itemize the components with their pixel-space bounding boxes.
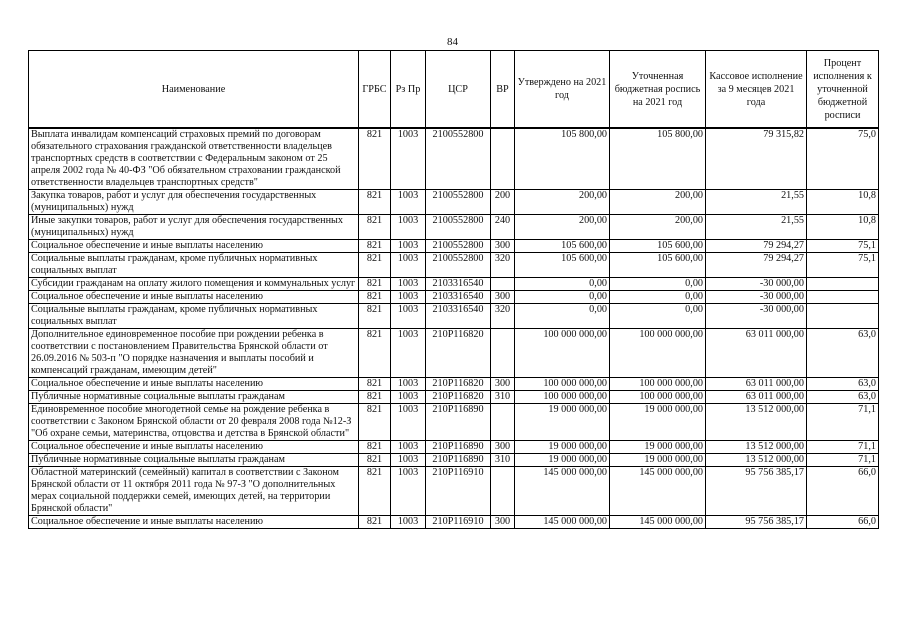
row-name: Дополнительное единовременное пособие при рождении ребенка в соответствии с постановлением Правительства Брянской области от 26.09.2016 № 503-п "О порядке назначения и выплаты пособий и компенсаций гражданам, имеющим детей" — [29, 329, 359, 378]
header-grbs: ГРБС — [359, 51, 391, 129]
row-approved: 105 800,00 — [515, 128, 610, 190]
row-vr: 300 — [491, 378, 515, 391]
row-csr: 210P116890 — [426, 441, 491, 454]
row-grbs: 821 — [359, 378, 391, 391]
row-vr — [491, 278, 515, 291]
row-refined: 105 600,00 — [610, 253, 706, 278]
row-csr: 2100552800 — [426, 253, 491, 278]
row-rzpr: 1003 — [391, 304, 426, 329]
row-vr: 300 — [491, 291, 515, 304]
row-rzpr: 1003 — [391, 253, 426, 278]
row-cash: 21,55 — [706, 215, 807, 240]
row-csr: 210P116910 — [426, 467, 491, 516]
row-cash: -30 000,00 — [706, 304, 807, 329]
row-grbs: 821 — [359, 391, 391, 404]
table-row — [29, 454, 879, 467]
row-cash: 79 294,27 — [706, 253, 807, 278]
row-cash: 95 756 385,17 — [706, 467, 807, 516]
table-row — [29, 291, 879, 304]
row-rzpr: 1003 — [391, 128, 426, 190]
row-approved: 145 000 000,00 — [515, 467, 610, 516]
row-name: Социальное обеспечение и иные выплаты населению — [29, 441, 359, 454]
table-row — [29, 329, 879, 378]
row-approved: 145 000 000,00 — [515, 516, 610, 529]
row-grbs: 821 — [359, 215, 391, 240]
row-refined: 200,00 — [610, 190, 706, 215]
row-refined: 0,00 — [610, 278, 706, 291]
row-grbs: 821 — [359, 128, 391, 190]
row-cash: 21,55 — [706, 190, 807, 215]
row-percent: 66,0 — [807, 516, 879, 529]
header-name: Наименование — [29, 51, 359, 129]
row-csr: 2100552800 — [426, 128, 491, 190]
row-approved: 200,00 — [515, 215, 610, 240]
row-refined: 100 000 000,00 — [610, 329, 706, 378]
row-vr: 200 — [491, 190, 515, 215]
row-grbs: 821 — [359, 304, 391, 329]
header-row — [29, 51, 879, 129]
row-percent: 71,1 — [807, 441, 879, 454]
header-vr: ВР — [491, 51, 515, 129]
row-refined: 19 000 000,00 — [610, 441, 706, 454]
row-cash: 63 011 000,00 — [706, 378, 807, 391]
row-percent: 75,0 — [807, 128, 879, 190]
row-percent — [807, 304, 879, 329]
row-vr — [491, 467, 515, 516]
row-vr — [491, 404, 515, 441]
row-name: Единовременное пособие многодетной семье на рождение ребенка в соответствии с Законом Брянской области от 20 февраля 2008 года №12-З "Об охране семьи, материнства, отцовства и детства в Брянской области" — [29, 404, 359, 441]
row-refined: 19 000 000,00 — [610, 454, 706, 467]
table-row — [29, 404, 879, 441]
row-percent: 63,0 — [807, 378, 879, 391]
row-csr: 2103316540 — [426, 278, 491, 291]
row-approved: 100 000 000,00 — [515, 391, 610, 404]
row-refined: 19 000 000,00 — [610, 404, 706, 441]
row-rzpr: 1003 — [391, 291, 426, 304]
row-cash: 63 011 000,00 — [706, 329, 807, 378]
row-rzpr: 1003 — [391, 378, 426, 391]
row-vr: 240 — [491, 215, 515, 240]
row-grbs: 821 — [359, 404, 391, 441]
row-csr: 2100552800 — [426, 190, 491, 215]
row-rzpr: 1003 — [391, 454, 426, 467]
row-rzpr: 1003 — [391, 240, 426, 253]
table-row — [29, 391, 879, 404]
row-grbs: 821 — [359, 329, 391, 378]
row-csr: 210P116890 — [426, 454, 491, 467]
row-percent: 75,1 — [807, 240, 879, 253]
row-refined: 200,00 — [610, 215, 706, 240]
table-row — [29, 240, 879, 253]
row-vr: 320 — [491, 304, 515, 329]
row-name: Выплата инвалидам компенсаций страховых премий по договорам обязательного страхования гражданской ответственности владельцев транспортных средств в соответствии с Федеральным законом от 25 апреля 2002 года № 40-ФЗ "Об обязательном страховании гражданской ответственности владельцев транспортных средств" — [29, 128, 359, 190]
row-grbs: 821 — [359, 253, 391, 278]
row-rzpr: 1003 — [391, 516, 426, 529]
row-rzpr: 1003 — [391, 215, 426, 240]
header-refined: Уточненная бюджетная роспись на 2021 год — [610, 51, 706, 129]
row-percent: 66,0 — [807, 467, 879, 516]
row-name: Публичные нормативные социальные выплаты гражданам — [29, 454, 359, 467]
row-name: Социальные выплаты гражданам, кроме публичных нормативных социальных выплат — [29, 253, 359, 278]
table-row — [29, 278, 879, 291]
row-name: Областной материнский (семейный) капитал в соответствии с Законом Брянской области от 11 октября 2011 года № 97-З "О дополнительных мерах социальной поддержки семей, имеющих детей, на территории Брянской области" — [29, 467, 359, 516]
row-name: Субсидии гражданам на оплату жилого помещения и коммунальных услуг — [29, 278, 359, 291]
row-csr: 210P116820 — [426, 329, 491, 378]
table-row — [29, 304, 879, 329]
row-cash: 79 294,27 — [706, 240, 807, 253]
row-approved: 0,00 — [515, 291, 610, 304]
row-name: Социальные выплаты гражданам, кроме публичных нормативных социальных выплат — [29, 304, 359, 329]
row-grbs: 821 — [359, 454, 391, 467]
table-row — [29, 253, 879, 278]
row-cash: 13 512 000,00 — [706, 404, 807, 441]
row-name: Социальное обеспечение и иные выплаты населению — [29, 291, 359, 304]
row-name: Социальное обеспечение и иные выплаты населению — [29, 516, 359, 529]
row-approved: 100 000 000,00 — [515, 378, 610, 391]
row-name: Социальное обеспечение и иные выплаты населению — [29, 240, 359, 253]
row-grbs: 821 — [359, 240, 391, 253]
table-row — [29, 128, 879, 190]
row-vr: 300 — [491, 441, 515, 454]
row-cash: 95 756 385,17 — [706, 516, 807, 529]
row-grbs: 821 — [359, 190, 391, 215]
row-rzpr: 1003 — [391, 404, 426, 441]
header-csr: ЦСР — [426, 51, 491, 129]
row-approved: 200,00 — [515, 190, 610, 215]
row-vr: 320 — [491, 253, 515, 278]
header-percent: Процент исполнения к уточненной бюджетной росписи — [807, 51, 879, 129]
row-csr: 2103316540 — [426, 291, 491, 304]
row-grbs: 821 — [359, 291, 391, 304]
row-csr: 2100552800 — [426, 240, 491, 253]
row-rzpr: 1003 — [391, 441, 426, 454]
row-cash: -30 000,00 — [706, 278, 807, 291]
row-name: Закупка товаров, работ и услуг для обеспечения государственных (муниципальных) нужд — [29, 190, 359, 215]
header-cash: Кассовое исполнение за 9 месяцев 2021 года — [706, 51, 807, 129]
table-body — [29, 128, 879, 529]
row-approved: 0,00 — [515, 304, 610, 329]
row-rzpr: 1003 — [391, 391, 426, 404]
row-rzpr: 1003 — [391, 467, 426, 516]
table-row — [29, 190, 879, 215]
row-approved: 0,00 — [515, 278, 610, 291]
header-rzpr: Рз Пр — [391, 51, 426, 129]
budget-table — [28, 50, 879, 529]
row-approved: 19 000 000,00 — [515, 441, 610, 454]
row-percent: 75,1 — [807, 253, 879, 278]
row-approved: 105 600,00 — [515, 240, 610, 253]
row-name: Социальное обеспечение и иные выплаты населению — [29, 378, 359, 391]
table-row — [29, 516, 879, 529]
row-csr: 2103316540 — [426, 304, 491, 329]
row-refined: 100 000 000,00 — [610, 378, 706, 391]
row-cash: 63 011 000,00 — [706, 391, 807, 404]
row-cash: 13 512 000,00 — [706, 454, 807, 467]
table-row — [29, 441, 879, 454]
table-row — [29, 378, 879, 391]
row-percent: 63,0 — [807, 391, 879, 404]
table-row — [29, 467, 879, 516]
row-rzpr: 1003 — [391, 278, 426, 291]
row-vr: 300 — [491, 516, 515, 529]
row-percent — [807, 278, 879, 291]
row-vr — [491, 329, 515, 378]
row-cash: -30 000,00 — [706, 291, 807, 304]
row-approved: 19 000 000,00 — [515, 454, 610, 467]
row-percent: 63,0 — [807, 329, 879, 378]
row-csr: 210P116820 — [426, 391, 491, 404]
row-name: Иные закупки товаров, работ и услуг для обеспечения государственных (муниципальных) нужд — [29, 215, 359, 240]
row-refined: 145 000 000,00 — [610, 516, 706, 529]
row-grbs: 821 — [359, 441, 391, 454]
row-refined: 0,00 — [610, 291, 706, 304]
row-rzpr: 1003 — [391, 190, 426, 215]
row-name: Публичные нормативные социальные выплаты гражданам — [29, 391, 359, 404]
row-approved: 19 000 000,00 — [515, 404, 610, 441]
row-cash: 79 315,82 — [706, 128, 807, 190]
row-grbs: 821 — [359, 516, 391, 529]
row-approved: 105 600,00 — [515, 253, 610, 278]
row-vr — [491, 128, 515, 190]
row-refined: 105 800,00 — [610, 128, 706, 190]
page-number: 84 — [447, 36, 458, 48]
row-grbs: 821 — [359, 467, 391, 516]
header-approved: Утверждено на 2021 год — [515, 51, 610, 129]
row-vr: 310 — [491, 391, 515, 404]
row-refined: 100 000 000,00 — [610, 391, 706, 404]
row-percent — [807, 291, 879, 304]
row-vr: 300 — [491, 240, 515, 253]
row-percent: 71,1 — [807, 404, 879, 441]
row-refined: 145 000 000,00 — [610, 467, 706, 516]
row-refined: 105 600,00 — [610, 240, 706, 253]
row-csr: 210P116890 — [426, 404, 491, 441]
row-csr: 210P116820 — [426, 378, 491, 391]
table-row — [29, 215, 879, 240]
row-rzpr: 1003 — [391, 329, 426, 378]
row-approved: 100 000 000,00 — [515, 329, 610, 378]
row-percent: 71,1 — [807, 454, 879, 467]
row-percent: 10,8 — [807, 215, 879, 240]
row-csr: 2100552800 — [426, 215, 491, 240]
row-refined: 0,00 — [610, 304, 706, 329]
row-cash: 13 512 000,00 — [706, 441, 807, 454]
row-grbs: 821 — [359, 278, 391, 291]
row-vr: 310 — [491, 454, 515, 467]
row-percent: 10,8 — [807, 190, 879, 215]
row-csr: 210P116910 — [426, 516, 491, 529]
